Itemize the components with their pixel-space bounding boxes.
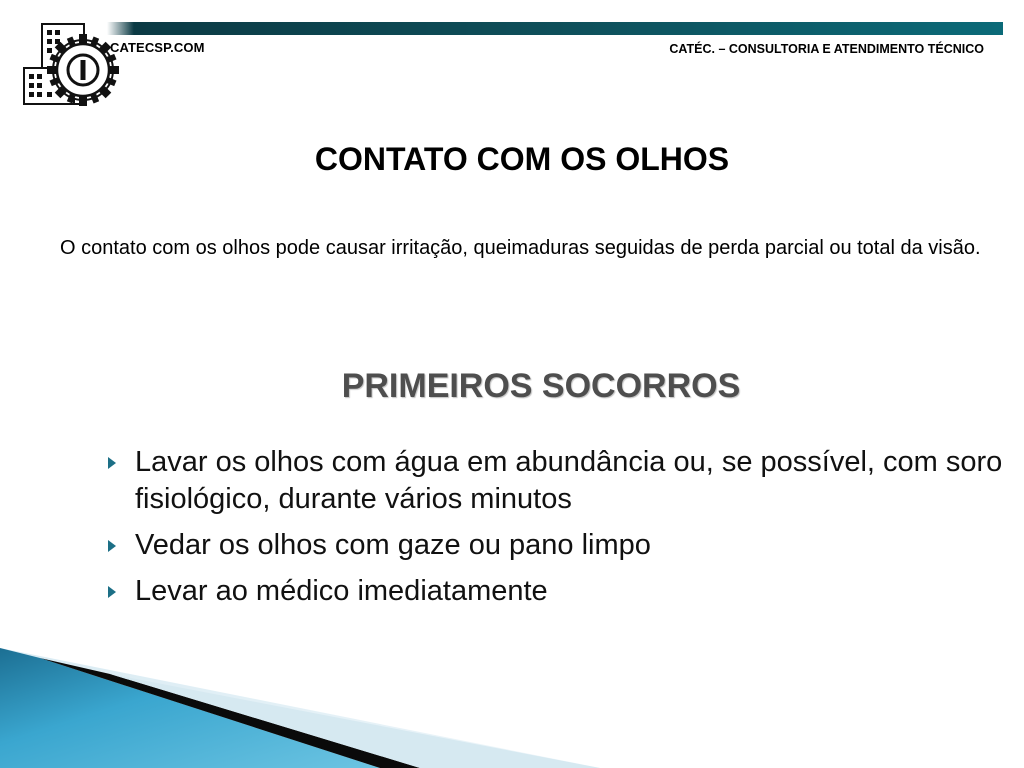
gear-building-logo-icon bbox=[20, 18, 122, 110]
list-item bbox=[104, 444, 1019, 518]
header-bar bbox=[107, 22, 1003, 35]
list-item bbox=[104, 573, 1019, 610]
first-aid-list bbox=[104, 444, 1019, 619]
page-title: CONTATO COM OS OLHOS bbox=[314, 141, 730, 177]
bullet-arrow-icon bbox=[108, 457, 116, 469]
list-item-text: Lavar os olhos com água em abundância ou, se possível, com soro fisiológico, durante vários minutos bbox=[135, 446, 1003, 515]
list-item-text: Levar ao médico imediatamente bbox=[135, 575, 548, 607]
list-item-text: Vedar os olhos com gaze ou pano limpo bbox=[135, 529, 651, 561]
bullet-arrow-icon bbox=[108, 540, 116, 552]
bullet-arrow-icon bbox=[108, 586, 116, 598]
list-item bbox=[104, 527, 1019, 564]
site-name: CATECSP.COM bbox=[110, 40, 205, 55]
company-name: CATÉC. – CONSULTORIA E ATENDIMENTO TÉCNICO bbox=[669, 42, 984, 56]
section-subtitle: PRIMEIROS SOCORROS bbox=[341, 367, 741, 405]
footer-decoration bbox=[0, 640, 1024, 768]
intro-paragraph: O contato com os olhos pode causar irritação, queimaduras seguidas de perda parcial ou total da visão. bbox=[60, 237, 981, 259]
